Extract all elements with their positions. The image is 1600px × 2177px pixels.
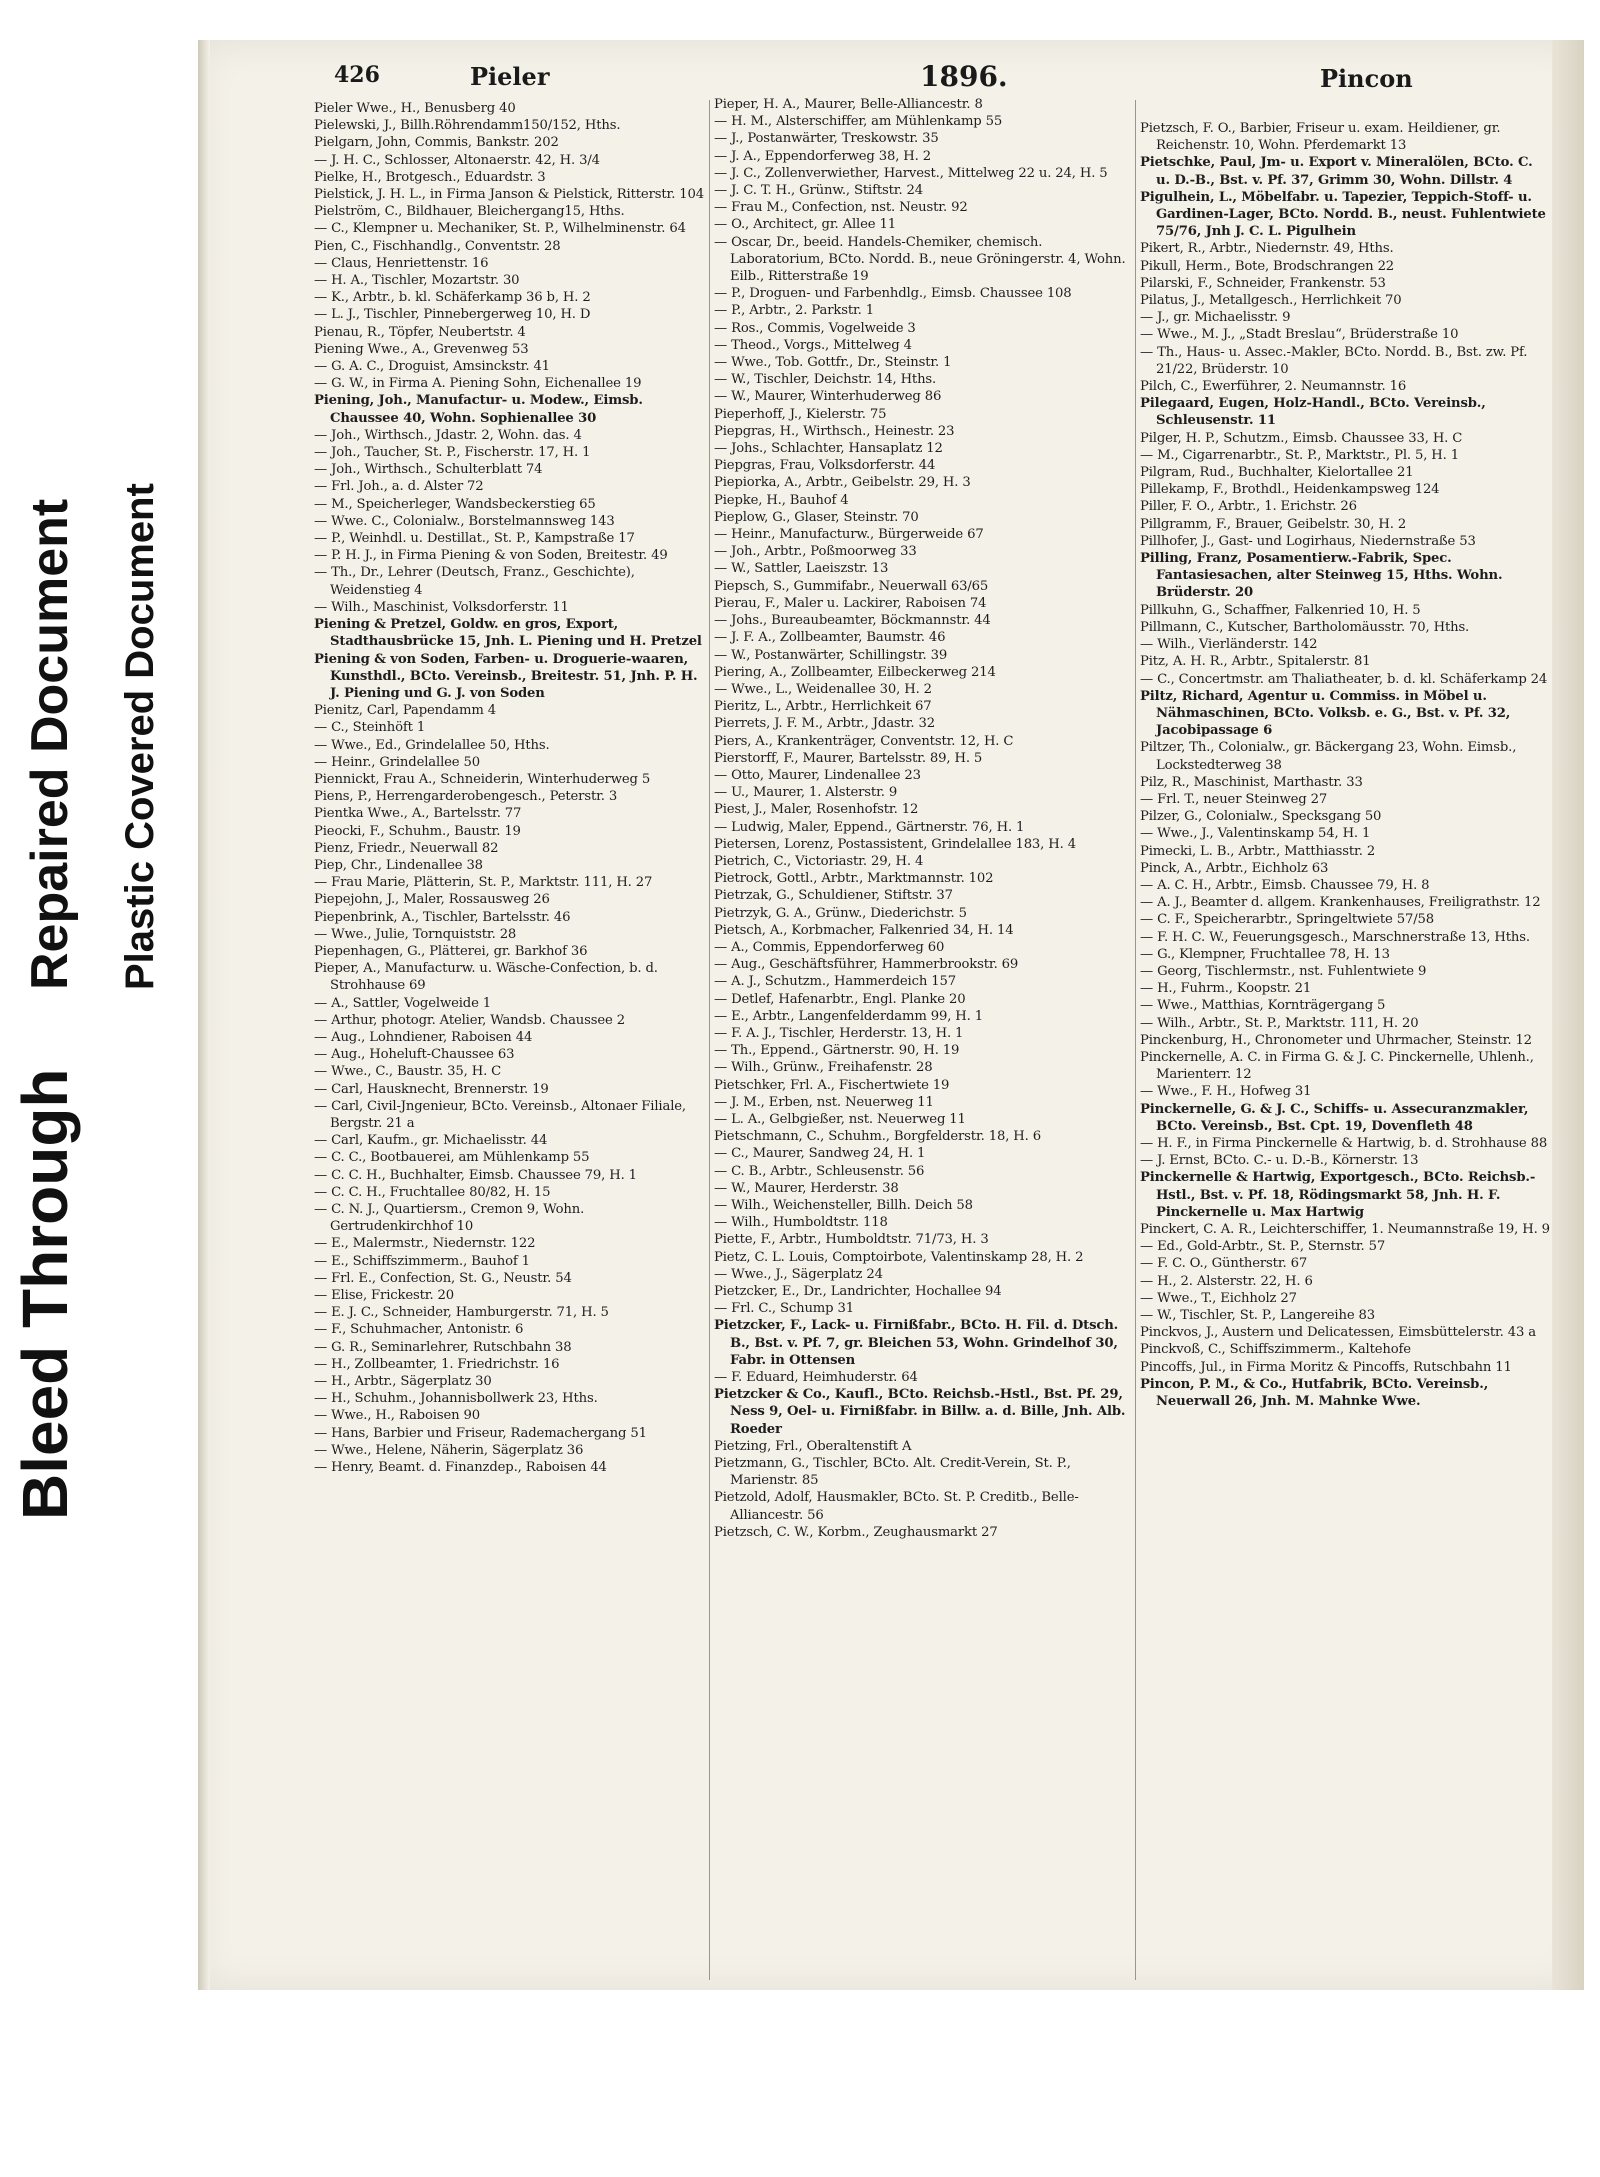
directory-entry: — G. A. C., Droguist, Amsinckstr. 41 <box>314 359 550 375</box>
directory-entry: — P. H. J., in Firma Piening & von Soden, Breitestr. 49 <box>314 548 668 564</box>
directory-entry: — A. C. H., Arbtr., Eimsb. Chaussee 79, H. 8 <box>1140 877 1430 893</box>
directory-entry: — Joh., Taucher, St. P., Fischerstr. 17, H. 1 <box>314 445 591 461</box>
directory-entry: — Wwe., Julie, Tornquiststr. 28 <box>314 926 517 942</box>
directory-entry: Pielström, C., Bildhauer, Bleichergang15, Hths. <box>314 204 625 220</box>
directory-entry: Pietzsch, C. W., Korbm., Zeughausmarkt 27 <box>714 1524 998 1540</box>
directory-entry: — Wilh., Arbtr., St. P., Marktstr. 111, H. 20 <box>1140 1015 1419 1031</box>
directory-entry: Pincoffs, Jul., in Firma Moritz & Pincoffs, Rutschbahn 11 <box>1140 1359 1512 1375</box>
directory-entry: — J., gr. Michaelisstr. 9 <box>1140 310 1291 326</box>
directory-entry: Pieperhoff, J., Kielerstr. 75 <box>714 406 887 422</box>
directory-entry: Pietzmann, G., Tischler, BCto. Alt. Credit-Verein, St. P., Marienstr. 85 <box>714 1456 1071 1489</box>
directory-entry: — F. C. O., Güntherstr. 67 <box>1140 1256 1308 1272</box>
directory-entry: — E., Arbtr., Langenfelderdamm 99, H. 1 <box>714 1008 983 1024</box>
directory-entry: — P., Arbtr., 2. Parkstr. 1 <box>714 303 875 319</box>
directory-entry: Piepenbrink, A., Tischler, Bartelsstr. 46 <box>314 909 571 925</box>
directory-entry: Pieocki, F., Schuhm., Baustr. 19 <box>314 823 521 839</box>
directory-entry: — Wwe., Ed., Grindelallee 50, Hths. <box>314 737 550 753</box>
directory-entry: — F., Schuhmacher, Antonistr. 6 <box>314 1322 524 1338</box>
directory-entry: — Carl, Civil-Jngenieur, BCto. Vereinsb., Altonaer Filiale, Bergstr. 21 a <box>314 1098 686 1131</box>
directory-entry: Pienitz, Carl, Papendamm 4 <box>314 703 496 719</box>
directory-entry: — Ros., Commis, Vogelweide 3 <box>714 320 916 336</box>
directory-entry: — C., Steinhöft 1 <box>314 720 426 736</box>
directory-entry: — J. A., Eppendorferweg 38, H. 2 <box>714 148 931 164</box>
directory-entry: — Wwe., Matthias, Kornträgergang 5 <box>1140 998 1386 1014</box>
directory-entry: Piening & Pretzel, Goldw. en gros, Export, Stadthausbrücke 15, Jnh. L. Piening und H. Pretzel <box>314 617 702 650</box>
directory-entry: Piep, Chr., Lindenallee 38 <box>314 857 483 873</box>
directory-entry: — Frau M., Confection, nst. Neustr. 92 <box>714 200 968 216</box>
page-right-edge <box>1552 40 1584 1990</box>
directory-entry: — Johs., Schlachter, Hansaplatz 12 <box>714 441 943 457</box>
directory-entry: — Wwe. C., Colonialw., Borstelmannsweg 143 <box>314 513 615 529</box>
directory-entry: Pieler Wwe., H., Benusberg 40 <box>314 101 516 116</box>
directory-entry: Pilegaard, Eugen, Holz-Handl., BCto. Vereinsb., Schleusenstr. 11 <box>1140 396 1486 429</box>
directory-entry: Pinckert, C. A. R., Leichterschiffer, 1. Neumannstraße 19, H. 9 <box>1140 1222 1550 1237</box>
directory-entry: — Wilh., Humboldtstr. 118 <box>714 1215 888 1231</box>
directory-entry: — C. B., Arbtr., Schleusenstr. 56 <box>714 1163 925 1179</box>
directory-entry: Pientka Wwe., A., Bartelsstr. 77 <box>314 806 522 822</box>
scan-annotation-strip <box>0 0 200 2177</box>
directory-entry: Pilch, C., Ewerführer, 2. Neumannstr. 16 <box>1140 379 1407 395</box>
directory-entry: — J. C., Zollenverwiether, Harvest., Mittelweg 22 u. 24, H. 5 <box>714 165 1108 181</box>
directory-entry: — A., Sattler, Vogelweide 1 <box>314 995 492 1011</box>
directory-entry: — C. C., Bootbauerei, am Mühlenkamp 55 <box>314 1150 590 1166</box>
directory-entry: Pietzsch, F. O., Barbier, Friseur u. exam. Heildiener, gr. Reichenstr. 10, Wohn. Pferdemarkt 13 <box>1140 121 1501 154</box>
directory-entry: — Hans, Barbier und Friseur, Rademachergang 51 <box>314 1425 647 1441</box>
directory-entry: Piennickt, Frau A., Schneiderin, Winterhuderweg 5 <box>314 771 651 787</box>
directory-entry: Pilling, Franz, Posamentierw.-Fabrik, Spec. Fantasiesachen, alter Steinweg 15, Hths. Wohn. Brüderstr. 20 <box>1140 551 1503 601</box>
directory-entry: Pinckenburg, H., Chronometer und Uhrmacher, Steinstr. 12 <box>1140 1032 1532 1048</box>
directory-entry: — P., Weinhdl. u. Destillat., St. P., Kampstraße 17 <box>314 531 635 547</box>
directory-entry: — C. F., Speicherarbtr., Springeltwiete 57/58 <box>1140 912 1434 928</box>
directory-entry: Pierrets, J. F. M., Arbtr., Jdastr. 32 <box>714 716 935 732</box>
repaired-document-label: Repaired Document <box>21 498 79 990</box>
directory-entry: Pietrich, C., Victoriastr. 29, H. 4 <box>714 853 924 869</box>
bleed-through-label: Bleed Through <box>9 1068 81 1520</box>
directory-entry: — Wwe., L., Weidenallee 30, H. 2 <box>714 681 932 697</box>
directory-entry: — J. H. C., Schlosser, Altonaerstr. 42, H. 3/4 <box>314 152 600 168</box>
directory-entry: Pikull, Herm., Bote, Brodschrangen 22 <box>1140 258 1395 274</box>
directory-entry: — C. C. H., Buchhalter, Eimsb. Chaussee 79, H. 1 <box>314 1167 637 1183</box>
directory-entry: — H., Schuhm., Johannisbollwerk 23, Hths. <box>314 1391 598 1407</box>
directory-entry: — F. A. J., Tischler, Herderstr. 13, H. 1 <box>714 1025 964 1041</box>
directory-entry: — G. R., Seminarlehrer, Rutschbahn 38 <box>314 1339 572 1355</box>
directory-entry: Piepgras, H., Wirthsch., Heinestr. 23 <box>714 423 955 439</box>
directory-entry: — Johs., Bureaubeamter, Böckmannstr. 44 <box>714 613 991 629</box>
directory-entry: — Wwe., Helene, Näherin, Sägerplatz 36 <box>314 1442 584 1458</box>
directory-entry: Pietzing, Frl., Oberaltenstift A <box>714 1438 912 1454</box>
directory-entry: Pielstick, J. H. L., in Firma Janson & Pielstick, Ritterstr. 104 <box>314 187 705 203</box>
directory-entry: — L. J., Tischler, Pinnebergerweg 10, H. D <box>314 307 591 323</box>
directory-entry: — P., Droguen- und Farbenhdlg., Eimsb. Chaussee 108 <box>714 286 1072 302</box>
plastic-covered-label: Plastic Covered Document <box>118 483 162 990</box>
directory-entry: — E., Malermstr., Niedernstr. 122 <box>314 1236 536 1252</box>
directory-entry: Piepsch, S., Gummifabr., Neuerwall 63/65 <box>714 578 989 594</box>
directory-entry: — H., Arbtr., Sägerplatz 30 <box>314 1374 492 1390</box>
directory-entry: Pietrock, Gottl., Arbtr., Marktmannstr. 102 <box>714 871 994 887</box>
directory-column-3 <box>1140 120 1550 1410</box>
directory-entry: Pierstorff, F., Maurer, Bartelsstr. 89, H. 5 <box>714 750 983 766</box>
directory-entry: Piepenhagen, G., Plätterei, gr. Barkhof 36 <box>314 943 588 959</box>
directory-entry: — Wwe., J., Sägerplatz 24 <box>714 1266 883 1282</box>
directory-entry: — Frl. E., Confection, St. G., Neustr. 54 <box>314 1270 572 1286</box>
directory-entry: Pien, C., Fischhandlg., Conventstr. 28 <box>314 238 561 254</box>
directory-entry: Pincon, P. M., & Co., Hutfabrik, BCto. Vereinsb., Neuerwall 26, Jnh. M. Mahnke Wwe. <box>1140 1376 1489 1410</box>
directory-entry: — Wwe., J., Valentinskamp 54, H. 1 <box>1140 826 1371 842</box>
directory-entry: — W., Sattler, Laeiszstr. 13 <box>714 561 889 577</box>
directory-entry: Piltz, Richard, Agentur u. Commiss. in Möbel u. Nähmaschinen, BCto. Volksb. e. G., Bst. v. Pf. 32, Jacobipassage 6 <box>1140 688 1511 739</box>
directory-entry: Pielke, H., Brotgesch., Eduardstr. 3 <box>314 169 546 185</box>
directory-entry: Pikert, R., Arbtr., Niedernstr. 49, Hths. <box>1140 241 1394 257</box>
directory-entry: — Wilh., Grünw., Freihafenstr. 28 <box>714 1060 933 1076</box>
directory-entry: — Claus, Henriettenstr. 16 <box>314 255 489 271</box>
directory-entry: Pinckvos, J., Austern und Delicatessen, Eimsbüttelerstr. 43 a <box>1140 1325 1536 1341</box>
directory-entry: — Arthur, photogr. Atelier, Wandsb. Chaussee 2 <box>314 1012 625 1028</box>
directory-entry: Pieritz, L., Arbtr., Herrlichkeit 67 <box>714 699 932 715</box>
directory-entry: — H., Zollbeamter, 1. Friedrichstr. 16 <box>314 1356 560 1372</box>
directory-entry: Pilgram, Rud., Buchhalter, Kielortallee 21 <box>1140 465 1414 481</box>
directory-entry: — Aug., Lohndiener, Raboisen 44 <box>314 1029 533 1045</box>
directory-entry: — Frl. Joh., a. d. Alster 72 <box>314 479 484 495</box>
directory-entry: Pillkuhn, G., Schaffner, Falkenried 10, H. 5 <box>1140 602 1421 618</box>
directory-entry: — H., Fuhrm., Koopstr. 21 <box>1140 981 1312 997</box>
directory-entry: — Carl, Hausknecht, Brennerstr. 19 <box>314 1081 549 1097</box>
directory-entry: Pimecki, L. B., Arbtr., Matthiasstr. 2 <box>1140 843 1376 859</box>
directory-entry: — Wwe., F. H., Hofweg 31 <box>1140 1084 1312 1100</box>
directory-entry: Piette, F., Arbtr., Humboldtstr. 71/73, H. 3 <box>714 1232 989 1248</box>
directory-entry: — W., Maurer, Herderstr. 38 <box>714 1180 899 1196</box>
directory-entry: — Oscar, Dr., beeid. Handels-Chemiker, chemisch. Laboratorium, BCto. Nordd. B., neue Gröningerstr. 4, Wohn. Eilb., Ritterstraße 19 <box>714 234 1126 285</box>
directory-entry: Pillekamp, F., Brothdl., Heidenkampsweg 124 <box>1140 482 1440 498</box>
directory-entry: — C., Maurer, Sandweg 24, H. 1 <box>714 1146 926 1162</box>
directory-entry: — A., Commis, Eppendorferweg 60 <box>714 939 945 955</box>
directory-entry: Pieplow, G., Glaser, Steinstr. 70 <box>714 509 919 525</box>
directory-entry: — W., Postanwärter, Schillingstr. 39 <box>714 647 948 663</box>
directory-entry: — W., Tischler, St. P., Langereihe 83 <box>1140 1308 1376 1324</box>
header-year: 1896. <box>920 60 1008 93</box>
directory-entry: — J. F. A., Zollbeamter, Baumstr. 46 <box>714 630 946 646</box>
directory-entry: Pillgramm, F., Brauer, Geibelstr. 30, H. 2 <box>1140 516 1407 532</box>
directory-entry: Pigulhein, L., Möbelfabr. u. Tapezier, Teppich-Stoff- u. Gardinen-Lager, BCto. Nordd. B., neust. Fuhlentwiete 75/76, Jnh J. C. L. Pigulhein <box>1140 189 1546 240</box>
directory-entry: — C. N. J., Quartiersm., Cremon 9, Wohn. Gertrudenkirchhof 10 <box>314 1202 585 1235</box>
directory-entry: — Wwe., H., Raboisen 90 <box>314 1408 480 1424</box>
directory-entry: — J. Ernst, BCto. C.- u. D.-B., Körnerstr. 13 <box>1140 1153 1419 1169</box>
directory-entry: — Wwe., T., Eichholz 27 <box>1140 1290 1297 1306</box>
directory-entry: — F. Eduard, Heimhuderstr. 64 <box>714 1370 918 1386</box>
page-binding-shadow <box>198 40 210 1990</box>
directory-entry: — Wilh., Maschinist, Volksdorferstr. 11 <box>314 599 569 615</box>
directory-entry: — J., Postanwärter, Treskowstr. 35 <box>714 131 939 147</box>
directory-entry: — C. C. H., Fruchtallee 80/82, H. 15 <box>314 1184 551 1200</box>
directory-entry: — O., Architect, gr. Allee 11 <box>714 217 896 233</box>
column-divider <box>709 100 710 1980</box>
directory-entry: — Aug., Geschäftsführer, Hammerbrookstr. 69 <box>714 957 1019 973</box>
directory-entry: — Otto, Maurer, Lindenallee 23 <box>714 767 921 783</box>
directory-entry: Piening Wwe., A., Grevenweg 53 <box>314 341 529 357</box>
directory-entry: Pietzcker, F., Lack- u. Firnißfabr., BCto. H. Fil. d. Dtsch. B., Bst. v. Pf. 7, gr. Bleichen 53, Wohn. Grindelhof 30, Fabr. in Ottensen <box>714 1318 1119 1368</box>
directory-entry: — Joh., Wirthsch., Schulterblatt 74 <box>314 462 543 478</box>
directory-entry: Pinckernelle, G. & J. C., Schiffs- u. Assecuranzmakler, BCto. Vereinsb., Bst. Cpt. 19, Dovenfleth 48 <box>1140 1101 1529 1134</box>
directory-entry: — C., Concertmstr. am Thaliatheater, b. d. kl. Schäferkamp 24 <box>1140 671 1548 687</box>
directory-entry: — H. M., Alsterschiffer, am Mühlenkamp 55 <box>714 114 1003 130</box>
directory-entry: Pierau, F., Maler u. Lackirer, Raboisen 74 <box>714 595 987 611</box>
directory-entry: Piening, Joh., Manufactur- u. Modew., Eimsb. Chaussee 40, Wohn. Sophienallee 30 <box>314 393 643 426</box>
directory-entry: Pieper, A., Manufacturw. u. Wäsche-Confection, b. d. Strohhause 69 <box>314 961 658 994</box>
directory-entry: — Th., Haus- u. Assec.-Makler, BCto. Nordd. B., Bst. zw. Pf. 21/22, Brüderstr. 10 <box>1140 344 1528 377</box>
directory-entry: — M., Speicherleger, Wandsbeckerstieg 65 <box>314 496 596 512</box>
directory-entry: — Wwe., C., Baustr. 35, H. C <box>314 1064 502 1080</box>
directory-entry: Piepgras, Frau, Volksdorferstr. 44 <box>714 458 936 474</box>
header-left-catchword: Pieler <box>470 62 550 91</box>
directory-entry: Pienz, Friedr., Neuerwall 82 <box>314 840 499 856</box>
directory-entry: — W., Tischler, Deichstr. 14, Hths. <box>714 372 937 388</box>
directory-column-2 <box>714 96 1130 1541</box>
directory-entry: — Heinr., Manufacturw., Bürgerweide 67 <box>714 527 984 543</box>
directory-entry: — Joh., Arbtr., Poßmoorweg 33 <box>714 544 917 560</box>
column-divider <box>1135 100 1136 1980</box>
directory-entry: Pietrzyk, G. A., Grünw., Diederichstr. 5 <box>714 905 967 921</box>
directory-entry: — Henry, Beamt. d. Finanzdep., Raboisen 44 <box>314 1460 607 1476</box>
directory-entry: — Carl, Kaufm., gr. Michaelisstr. 44 <box>314 1133 548 1149</box>
directory-entry: — Wilh., Vierländerstr. 142 <box>1140 637 1318 653</box>
directory-entry: Pielewski, J., Billh.Röhrendamm150/152, Hths. <box>314 118 621 134</box>
directory-entry: Piller, F. O., Arbtr., 1. Erichstr. 26 <box>1140 499 1357 515</box>
directory-entry: — H., 2. Alsterstr. 22, H. 6 <box>1140 1273 1313 1289</box>
directory-entry: — Georg, Tischlermstr., nst. Fuhlentwiete 9 <box>1140 963 1427 979</box>
directory-entry: — J. M., Erben, nst. Neuerweg 11 <box>714 1094 934 1110</box>
directory-entry: Pietschke, Paul, Jm- u. Export v. Mineralölen, BCto. C. u. D.-B., Bst. v. Pf. 37, Grimm 30, Wohn. Dillstr. 4 <box>1140 155 1533 188</box>
directory-entry: — Wilh., Weichensteller, Billh. Deich 58 <box>714 1198 973 1213</box>
directory-entry: Piepejohn, J., Maler, Rossausweg 26 <box>314 892 550 908</box>
page-number: 426 <box>334 62 380 88</box>
directory-entry: — K., Arbtr., b. kl. Schäferkamp 36 b, H. 2 <box>314 290 591 306</box>
directory-entry: Pietzcker & Co., Kaufl., BCto. Reichsb.-Hstl., Bst. Pf. 29, Ness 9, Oel- u. Firnißfabr. in Billw. a. d. Bille, Jnh. Alb. Roeder <box>714 1387 1126 1437</box>
directory-entry: — U., Maurer, 1. Alsterstr. 9 <box>714 785 898 801</box>
directory-entry: Pillmann, C., Kutscher, Bartholomäusstr. 70, Hths. <box>1140 619 1470 635</box>
directory-entry: Pietersen, Lorenz, Postassistent, Grindelallee 183, H. 4 <box>714 836 1076 852</box>
directory-entry: — Th., Dr., Lehrer (Deutsch, Franz., Geschichte), Weidenstieg 4 <box>314 565 635 598</box>
directory-entry: — W., Maurer, Winterhuderweg 86 <box>714 389 942 405</box>
directory-entry: Pilarski, F., Schneider, Frankenstr. 53 <box>1140 275 1386 291</box>
directory-entry: — Wwe., Tob. Gottfr., Dr., Steinstr. 1 <box>714 355 952 371</box>
directory-entry: Pillhofer, J., Gast- und Logirhaus, Niedernstraße 53 <box>1140 533 1476 549</box>
directory-entry: Pitz, A. H. R., Arbtr., Spitalerstr. 81 <box>1140 654 1371 670</box>
directory-entry: Piepiorka, A., Arbtr., Geibelstr. 29, H. 3 <box>714 475 971 491</box>
directory-entry: Pinckvoß, C., Schiffszimmerm., Kaltehofe <box>1140 1342 1411 1358</box>
directory-entry: — Frl. T., neuer Steinweg 27 <box>1140 791 1328 807</box>
directory-entry: Pielgarn, John, Commis, Bankstr. 202 <box>314 135 559 151</box>
directory-entry: Pilger, H. P., Schutzm., Eimsb. Chaussee 33, H. C <box>1140 430 1463 446</box>
directory-entry: Pilz, R., Maschinist, Marthastr. 33 <box>1140 774 1363 790</box>
directory-entry: — G. W., in Firma A. Piening Sohn, Eichenallee 19 <box>314 376 642 392</box>
directory-entry: Pienau, R., Töpfer, Neubertstr. 4 <box>314 324 526 340</box>
directory-entry: — Detlef, Hafenarbtr., Engl. Planke 20 <box>714 991 966 1007</box>
directory-entry: Pinckernelle & Hartwig, Exportgesch., BCto. Reichsb.-Hstl., Bst. v. Pf. 18, Rödingsmarkt 58, Jnh. H. F. Pinckernelle u. Max Hartwig <box>1140 1170 1536 1220</box>
directory-entry: — C., Klempner u. Mechaniker, St. P., Wilhelminenstr. 64 <box>314 221 686 237</box>
directory-entry: Pietzold, Adolf, Hausmakler, BCto. St. P. Creditb., Belle-Alliancestr. 56 <box>714 1490 1079 1523</box>
directory-entry: Pietschker, Frl. A., Fischertwiete 19 <box>714 1077 950 1093</box>
directory-entry: Pinck, A., Arbtr., Eichholz 63 <box>1140 860 1329 876</box>
directory-entry: Pilatus, J., Metallgesch., Herrlichkeit 70 <box>1140 293 1402 309</box>
directory-entry: Pietz, C. L. Louis, Comptoirbote, Valentinskamp 28, H. 2 <box>714 1249 1084 1265</box>
directory-entry: Piering, A., Zollbeamter, Eilbeckerweg 214 <box>714 664 996 680</box>
directory-entry: — Heinr., Grindelallee 50 <box>314 754 480 770</box>
directory-entry: Pieper, H. A., Maurer, Belle-Alliancestr. 8 <box>714 97 983 112</box>
directory-entry: — A. J., Beamter d. allgem. Krankenhauses, Freiligrathstr. 12 <box>1140 895 1541 911</box>
directory-entry: — J. C. T. H., Grünw., Stiftstr. 24 <box>714 183 924 199</box>
directory-entry: — F. H. C. W., Feuerungsgesch., Marschnerstraße 13, Hths. <box>1140 929 1530 945</box>
directory-entry: — Frl. C., Schump 31 <box>714 1301 854 1317</box>
directory-entry: — G., Klempner, Fruchtallee 78, H. 13 <box>1140 946 1390 962</box>
directory-entry: — M., Cigarrenarbtr., St. P., Marktstr., Pl. 5, H. 1 <box>1140 447 1459 463</box>
directory-entry: Piest, J., Maler, Rosenhofstr. 12 <box>714 802 919 818</box>
header-right-catchword: Pincon <box>1320 64 1413 93</box>
directory-entry: Piening & von Soden, Farben- u. Droguerie-waaren, Kunsthdl., BCto. Vereinsb., Breitestr. 51, Jnh. P. H. J. Piening und G. J. von Soden <box>314 651 698 701</box>
directory-entry: — A. J., Schutzm., Hammerdeich 157 <box>714 974 956 990</box>
directory-entry: Pietrzak, G., Schuldiener, Stiftstr. 37 <box>714 888 953 904</box>
directory-entry: — H. F., in Firma Pinckernelle & Hartwig, b. d. Strohhause 88 <box>1140 1135 1548 1151</box>
directory-entry: Piltzer, Th., Colonialw., gr. Bäckergang 23, Wohn. Eimsb., Lockstedterweg 38 <box>1140 740 1517 773</box>
directory-entry: Piens, P., Herrengarderobengesch., Peterstr. 3 <box>314 789 618 805</box>
directory-entry: Piepke, H., Bauhof 4 <box>714 492 849 508</box>
directory-entry: — Ludwig, Maler, Eppend., Gärtnerstr. 76, H. 1 <box>714 819 1025 835</box>
directory-entry: — Wwe., M. J., „Stadt Breslau“, Brüderstraße 10 <box>1140 327 1459 343</box>
directory-entry: Pinckernelle, A. C. in Firma G. & J. C. Pinckernelle, Uhlenh., Marienterr. 12 <box>1140 1049 1534 1083</box>
directory-entry: Pilzer, G., Colonialw., Specksgang 50 <box>1140 809 1382 825</box>
directory-column-1 <box>314 100 706 1476</box>
directory-entry: — L. A., Gelbgießer, nst. Neuerweg 11 <box>714 1111 966 1127</box>
directory-entry: — Aug., Hoheluft-Chaussee 63 <box>314 1047 515 1063</box>
directory-entry: Pietsch, A., Korbmacher, Falkenried 34, H. 14 <box>714 922 1014 938</box>
directory-entry: Piers, A., Krankenträger, Conventstr. 12, H. C <box>714 733 1014 749</box>
directory-entry: — Th., Eppend., Gärtnerstr. 90, H. 19 <box>714 1043 960 1059</box>
directory-entry: — Theod., Vorgs., Mittelweg 4 <box>714 337 912 353</box>
directory-entry: — H. A., Tischler, Mozartstr. 30 <box>314 273 520 289</box>
directory-entry: — Ed., Gold-Arbtr., St. P., Sternstr. 57 <box>1140 1239 1386 1255</box>
directory-entry: Pietzcker, E., Dr., Landrichter, Hochallee 94 <box>714 1284 1002 1300</box>
directory-entry: — E. J. C., Schneider, Hamburgerstr. 71, H. 5 <box>314 1305 609 1321</box>
directory-entry: — Frau Marie, Plätterin, St. P., Marktstr. 111, H. 27 <box>314 875 653 891</box>
directory-entry: Pietschmann, C., Schuhm., Borgfelderstr. 18, H. 6 <box>714 1129 1041 1145</box>
directory-entry: — E., Schiffszimmerm., Bauhof 1 <box>314 1253 530 1269</box>
directory-entry: — Elise, Frickestr. 20 <box>314 1288 455 1304</box>
directory-entry: — Joh., Wirthsch., Jdastr. 2, Wohn. das. 4 <box>314 427 582 443</box>
